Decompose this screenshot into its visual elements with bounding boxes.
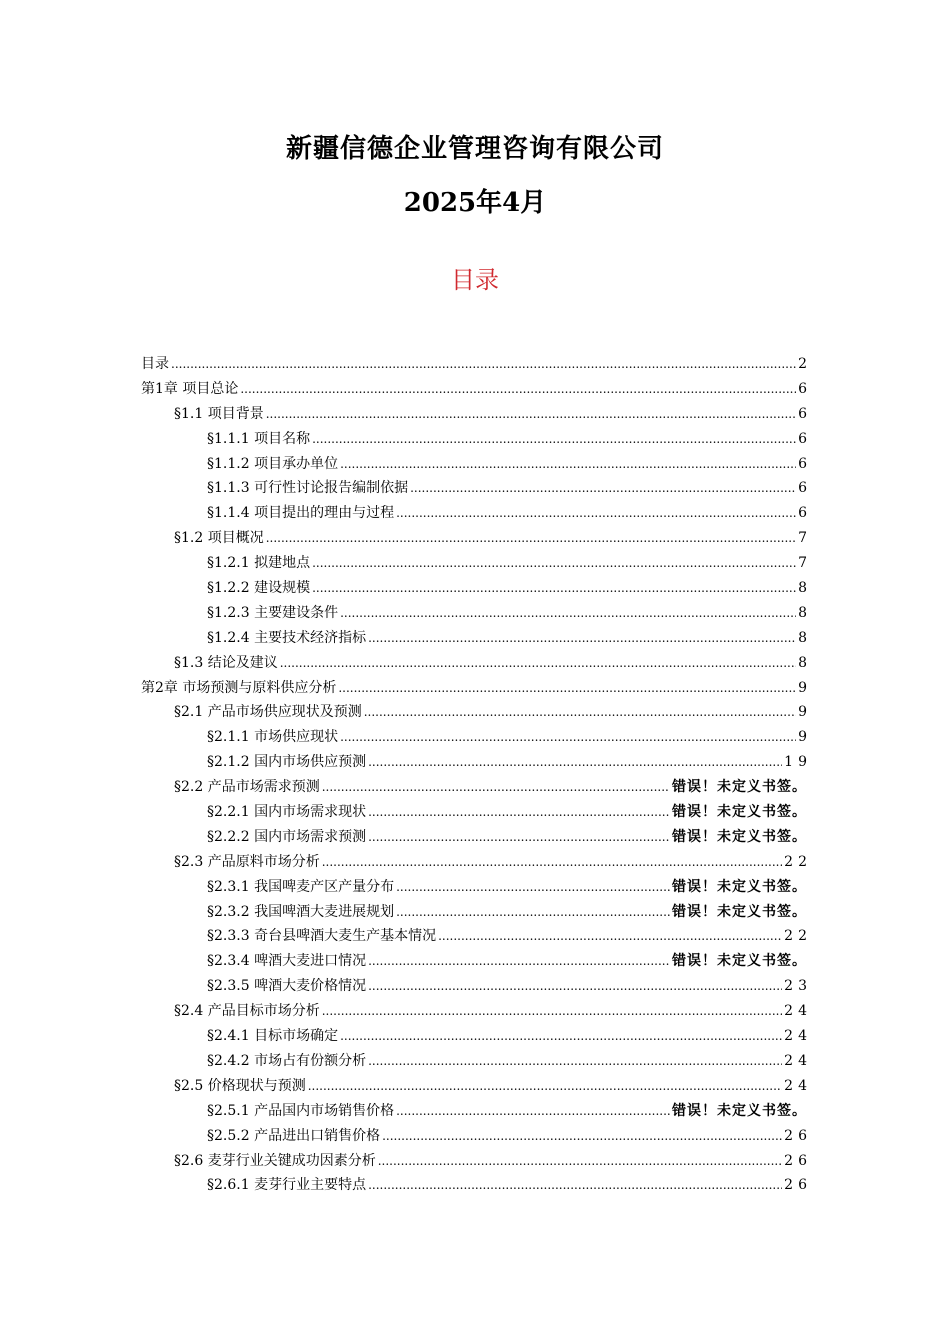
- toc-entry-label: §2.2.1 国内市场需求现状: [207, 804, 367, 821]
- toc-entry[interactable]: [141, 924, 812, 949]
- toc-entry-label: §2.3 产品原料市场分析: [174, 853, 320, 870]
- toc-leader-dots: [308, 1074, 782, 1099]
- toc-entry-page: 8: [798, 654, 812, 671]
- toc-entry-error: 错误！未定义书签。: [672, 804, 807, 821]
- toc-title: 目录: [451, 266, 499, 294]
- toc-leader-dots: [340, 452, 796, 477]
- toc-entry-label: §2.4.2 市场占有份额分析: [207, 1052, 367, 1069]
- toc-entry-page: 22: [784, 853, 812, 870]
- toc-entry-page: 6: [798, 480, 812, 497]
- toc-entry-page: 19: [784, 754, 812, 771]
- toc-entry-label: §1.2.1 拟建地点: [207, 555, 311, 572]
- toc-entry-page: 8: [798, 580, 812, 597]
- toc-entry-label: §1.2 项目概况: [174, 530, 264, 547]
- report-date: 2025年4月: [403, 188, 547, 218]
- toc-leader-dots: [396, 875, 670, 900]
- toc-entry-page: 6: [798, 455, 812, 472]
- toc-entry-error: 错误！未定义书签。: [672, 1102, 807, 1119]
- toc-leader-dots: [322, 850, 782, 875]
- toc-entry-label: §1.3 结论及建议: [174, 654, 278, 671]
- toc-entry[interactable]: [141, 949, 807, 974]
- toc-entry-label: §1.1.4 项目提出的理由与过程: [207, 505, 395, 522]
- toc-entry[interactable]: [141, 725, 812, 750]
- toc-leader-dots: [312, 576, 796, 601]
- toc-entry-label: §2.4.1 目标市场确定: [207, 1028, 339, 1045]
- toc-entry-page: 7: [798, 555, 812, 572]
- toc-leader-dots: [340, 1024, 782, 1049]
- toc-entry[interactable]: [141, 402, 812, 427]
- toc-entry-page: 23: [784, 978, 812, 995]
- toc-entry-label: §2.3.2 我国啤酒大麦进展规划: [207, 903, 395, 920]
- toc-entry-label: §2.4 产品目标市场分析: [174, 1003, 320, 1020]
- toc-leader-dots: [312, 427, 796, 452]
- toc-entry[interactable]: [141, 900, 807, 925]
- toc-entry[interactable]: [141, 377, 812, 402]
- toc-leader-dots: [368, 800, 670, 825]
- toc-entry-label: §2.6.1 麦芽行业主要特点: [207, 1177, 367, 1194]
- toc-entry-page: 24: [784, 1003, 812, 1020]
- toc-entry-label: §2.5.1 产品国内市场销售价格: [207, 1102, 395, 1119]
- toc-entry-error: 错误！未定义书签。: [672, 953, 807, 970]
- toc-entry-page: 24: [784, 1052, 812, 1069]
- toc-entry[interactable]: [141, 1024, 812, 1049]
- toc-entry[interactable]: [141, 875, 807, 900]
- toc-leader-dots: [364, 700, 796, 725]
- toc-entry-label: §1.1.2 项目承办单位: [207, 455, 339, 472]
- toc-entry-error: 错误！未定义书签。: [672, 828, 807, 845]
- toc-entry[interactable]: [141, 999, 812, 1024]
- toc-entry-error: 错误！未定义书签。: [672, 903, 807, 920]
- toc-entry-label: §2.5.2 产品进出口销售价格: [207, 1127, 381, 1144]
- toc-entry[interactable]: [141, 850, 812, 875]
- toc-entry-page: 6: [798, 380, 812, 397]
- toc-entry-page: 22: [784, 928, 812, 945]
- toc-leader-dots: [396, 501, 796, 526]
- toc-entry[interactable]: [141, 775, 807, 800]
- toc-leader-dots: [280, 651, 796, 676]
- toc-leader-dots: [396, 900, 670, 925]
- toc-entry[interactable]: [141, 1149, 812, 1174]
- toc-entry-label: §2.1.2 国内市场供应预测: [207, 754, 367, 771]
- toc-entry-page: 9: [798, 729, 812, 746]
- toc-leader-dots: [266, 526, 796, 551]
- toc-entry[interactable]: [141, 1099, 807, 1124]
- toc-leader-dots: [396, 1099, 670, 1124]
- toc-entry[interactable]: [141, 551, 812, 576]
- toc-leader-dots: [368, 825, 670, 850]
- toc-entry[interactable]: [141, 501, 812, 526]
- toc-leader-dots: [240, 377, 796, 402]
- toc-entry[interactable]: [141, 974, 812, 999]
- toc-entry[interactable]: [141, 427, 812, 452]
- toc-leader-dots: [266, 402, 796, 427]
- toc-entry-label: §2.6 麦芽行业关键成功因素分析: [174, 1152, 376, 1169]
- toc-leader-dots: [410, 476, 796, 501]
- toc-entry-label: §2.2 产品市场需求预测: [174, 779, 320, 796]
- toc-entry-label: §1.2.2 建设规模: [207, 580, 311, 597]
- toc-entry[interactable]: [141, 700, 812, 725]
- toc-entry[interactable]: [141, 825, 807, 850]
- toc-leader-dots: [171, 352, 796, 377]
- toc-entry[interactable]: [141, 800, 807, 825]
- toc-entry-label: §2.3.5 啤酒大麦价格情况: [207, 978, 367, 995]
- toc-entry-page: 9: [798, 679, 812, 696]
- toc-entry[interactable]: [141, 1049, 812, 1074]
- toc-entry-label: §1.1.1 项目名称: [207, 430, 311, 447]
- toc-entry-label: §2.5 价格现状与预测: [174, 1077, 306, 1094]
- toc-entry-page: 6: [798, 505, 812, 522]
- toc-entry[interactable]: [141, 651, 812, 676]
- toc-leader-dots: [368, 750, 782, 775]
- toc-entry-label: §2.3.3 奇台县啤酒大麦生产基本情况: [207, 928, 437, 945]
- toc-entry[interactable]: [141, 576, 812, 601]
- toc-entry-label: 目录: [141, 356, 169, 372]
- toc-leader-dots: [382, 1124, 782, 1149]
- toc-leader-dots: [368, 949, 670, 974]
- toc-entry[interactable]: [141, 601, 812, 626]
- toc-entry-label: §2.1.1 市场供应现状: [207, 729, 339, 746]
- table-of-contents: [141, 352, 812, 1198]
- toc-leader-dots: [338, 676, 796, 701]
- toc-entry-label: 第2章 市场预测与原料供应分析: [141, 679, 337, 696]
- toc-entry[interactable]: [141, 676, 812, 701]
- toc-entry-error: 错误！未定义书签。: [672, 779, 807, 796]
- toc-leader-dots: [438, 924, 782, 949]
- toc-entry-page: 2: [798, 356, 812, 372]
- toc-entry-error: 错误！未定义书签。: [672, 878, 807, 895]
- toc-leader-dots: [368, 1173, 782, 1198]
- toc-entry-page: 26: [784, 1177, 812, 1194]
- toc-entry[interactable]: [141, 1124, 812, 1149]
- toc-entry-page: 6: [798, 405, 812, 422]
- toc-entry[interactable]: [141, 476, 812, 501]
- toc-entry-label: §2.3.4 啤酒大麦进口情况: [207, 953, 367, 970]
- toc-entry-page: 24: [784, 1028, 812, 1045]
- toc-entry-label: §1.2.3 主要建设条件: [207, 604, 339, 621]
- toc-entry[interactable]: [141, 452, 812, 477]
- toc-entry[interactable]: [141, 352, 812, 377]
- toc-leader-dots: [340, 601, 796, 626]
- toc-entry[interactable]: [141, 626, 812, 651]
- toc-entry-page: 9: [798, 704, 812, 721]
- toc-entry-label: §2.3.1 我国啤麦产区产量分布: [207, 878, 395, 895]
- toc-leader-dots: [368, 974, 782, 999]
- toc-entry-label: §1.1 项目背景: [174, 405, 264, 422]
- toc-leader-dots: [368, 1049, 782, 1074]
- toc-entry-page: 8: [798, 604, 812, 621]
- toc-leader-dots: [312, 551, 796, 576]
- toc-entry[interactable]: [141, 750, 812, 775]
- toc-entry-page: 26: [784, 1127, 812, 1144]
- toc-entry-page: 26: [784, 1152, 812, 1169]
- toc-entry-page: 8: [798, 629, 812, 646]
- toc-entry-label: §1.1.3 可行性讨论报告编制依据: [207, 480, 409, 497]
- toc-entry[interactable]: [141, 1074, 812, 1099]
- toc-entry-label: §2.2.2 国内市场需求预测: [207, 828, 367, 845]
- toc-entry-label: 第1章 项目总论: [141, 380, 239, 397]
- toc-entry[interactable]: [141, 526, 812, 551]
- toc-entry-page: 7: [798, 530, 812, 547]
- toc-entry-page: 24: [784, 1077, 812, 1094]
- toc-leader-dots: [322, 999, 782, 1024]
- company-name: 新疆信德企业管理咨询有限公司: [285, 134, 664, 164]
- toc-leader-dots: [340, 725, 796, 750]
- toc-entry-page: 6: [798, 430, 812, 447]
- toc-entry[interactable]: [141, 1173, 812, 1198]
- toc-leader-dots: [322, 775, 670, 800]
- toc-entry-label: §1.2.4 主要技术经济指标: [207, 629, 367, 646]
- toc-leader-dots: [378, 1149, 782, 1174]
- toc-entry-label: §2.1 产品市场供应现状及预测: [174, 704, 362, 721]
- toc-leader-dots: [368, 626, 796, 651]
